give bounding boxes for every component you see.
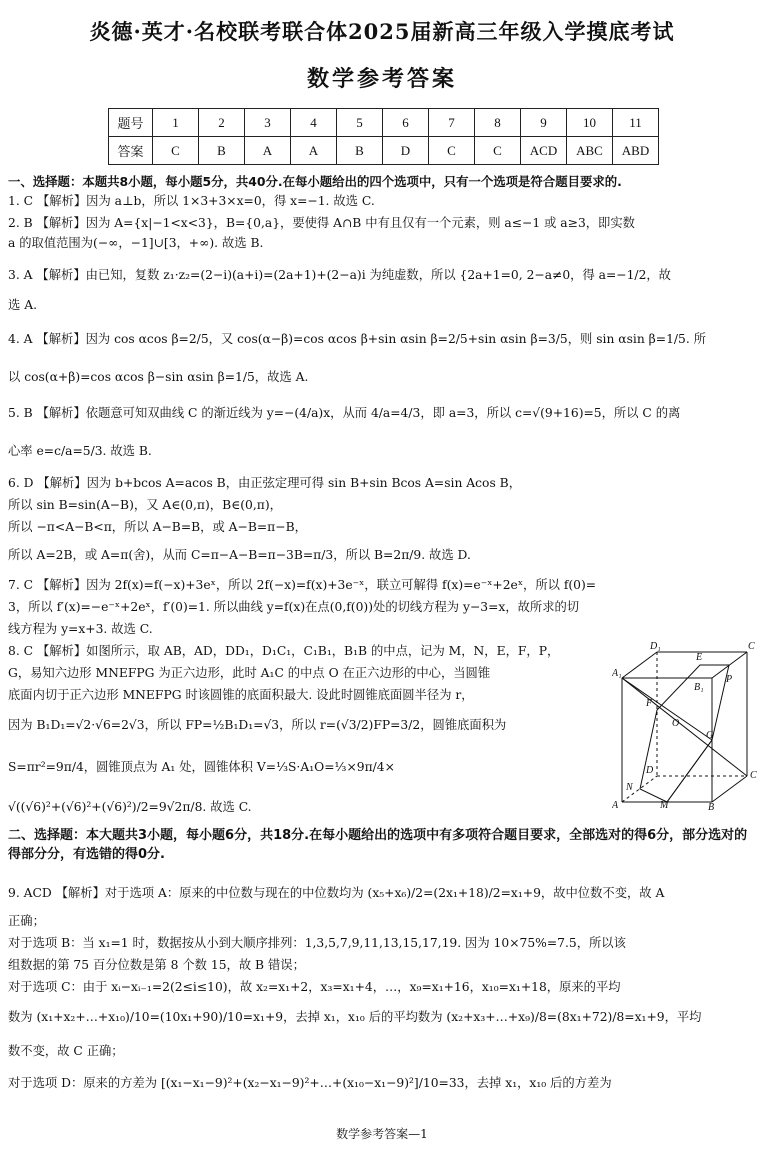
solution-line: 2. B 【解析】因为 A={x|−1<x<3}，B={0,a}，要使得 A∩B 中有且仅有一个元素，则 a≤−1 或 a≥3，即实数 [8, 216, 635, 230]
solution-line: 底面内切于正六边形 MNEFPG 时该圆锥的底面积最大. 设此时圆锥底面圆半径为 r， [8, 688, 474, 702]
question-number-row [109, 109, 659, 137]
solution-line: 心率 e=c/a=5/3. 故选 B. [8, 444, 152, 458]
solution-line: 对于选项 B：当 x₁=1 时，数据按从小到大顺序排列：1,3,5,7,9,11,13,15,17,19. 因为 10×75%=7.5，所以该 [8, 936, 626, 950]
answer-row [109, 137, 659, 165]
page-subtitle: 数学参考答案 [306, 66, 457, 92]
table-cell: 3 [245, 109, 291, 137]
solution-line: 所以 −π<A−B<π，所以 A−B=B，或 A−B=π−B， [8, 520, 307, 534]
solution-line: 线方程为 y=x+3. 故选 C. [8, 622, 153, 636]
solution-line: 3，所以 f′(x)=−e⁻ˣ+2eˣ，f′(0)=1. 所以曲线 y=f(x)在点(0,f(0))处的切线方程为 y−3=x，故所求的切 [8, 600, 580, 614]
answer-table [108, 108, 659, 165]
table-cell: 8 [475, 109, 521, 137]
solution-line: 对于选项 C：由于 xᵢ−xᵢ₋₁=2(2≤i≤10)，故 x₂=x₁+2，x₃=x₁+4，…，x₉=x₁+16，x₁₀=x₁+18，原来的平均 [8, 980, 621, 994]
solution-line: 8. C 【解析】如图所示，取 AB，AD，DD₁，D₁C₁，C₁B₁，B₁B 的中点，记为 M，N，E，F，P， [8, 644, 560, 658]
figure-label: C [750, 770, 757, 781]
table-cell: 11 [613, 109, 659, 137]
table-cell: ABC [567, 137, 613, 165]
solution-line: √((√6)²+(√6)²+(√6)²)/2=9√2π/8. 故选 C. [8, 800, 252, 814]
table-cell: D [383, 137, 429, 165]
solution-line: 所以 sin B=sin(A−B)，又 A∈(0,π)，B∈(0,π)， [8, 498, 282, 512]
figure-label: A₁ [612, 668, 622, 679]
solution-line: 选 A. [8, 298, 37, 312]
table-cell: 5 [337, 109, 383, 137]
solution-line: 组数据的第 75 百分位数是第 8 个数 15，故 B 错误； [8, 958, 305, 972]
table-cell: 10 [567, 109, 613, 137]
figure-label: P [726, 674, 733, 685]
table-cell: C [429, 137, 475, 165]
table-cell: 7 [429, 109, 475, 137]
figure-label: F [646, 698, 653, 709]
table-cell: 4 [291, 109, 337, 137]
section-heading: 二、选择题：本大题共3小题，每小题6分，共18分.在每小题给出的选项中有多项符合题目要求，全部选对的得6分，部分选对的得部分分，有选错的得0分. [8, 828, 748, 862]
table-cell: 9 [521, 109, 567, 137]
table-cell: ABD [613, 137, 659, 165]
table-cell: A [245, 137, 291, 165]
table-cell: A [291, 137, 337, 165]
section-heading: 一、选择题：本题共8小题，每小题5分，共40分.在每小题给出的四个选项中，只有一个选项是符合题目要求的. [8, 174, 622, 189]
solution-line: 以 cos(α+β)=cos αcos β−sin αsin β=1/5，故选 A. [8, 370, 309, 384]
figure-label: N [626, 782, 633, 793]
figure-label: B₁ [694, 682, 704, 693]
figure-label: D [646, 765, 654, 776]
solution-line: 所以 A=2B，或 A=π(舍)，从而 C=π−A−B=π−3B=π/3，所以 B=2π/9. 故选 D. [8, 548, 471, 562]
figure-label: A [612, 800, 619, 810]
solution-line: 数为 (x₁+x₂+…+x₁₀)/10=(10x₁+90)/10=x₁+9，去掉 x₁，x₁₀ 后的平均数为 (x₂+x₃+…+x₉)/8=(8x₁+72)/8=x₁+9，平均 [8, 1010, 702, 1024]
figure-label: D₁ [650, 641, 661, 652]
exam-title: 炎德·英才·名校联考联合体2025届新高三年级入学摸底考试 [89, 19, 675, 44]
solution-line: a 的取值范围为(−∞，−1]∪[3，+∞). 故选 B. [8, 236, 264, 250]
solution-line: 4. A 【解析】因为 cos αcos β=2/5，又 cos(α−β)=cos αcos β+sin αsin β=2/5+sin αsin β=3/5，则 sin αsin β=1/5. 所 [8, 332, 706, 346]
table-cell: 1 [153, 109, 199, 137]
table-cell: ACD [521, 137, 567, 165]
figure-label: M [660, 800, 669, 810]
table-cell: C [153, 137, 199, 165]
figure-label: B [708, 802, 715, 810]
table-cell: B [199, 137, 245, 165]
solution-line: 9. ACD 【解析】对于选项 A：原来的中位数与现在的中位数均为 (x₅+x₆)/2=(2x₁+18)/2=x₁+9，故中位数不变，故 A [8, 886, 665, 900]
solution-line: S=πr²=9π/4，圆锥顶点为 A₁ 处，圆锥体积 V=⅓S·A₁O=⅓×9π/4× [8, 760, 395, 774]
figure-label: G [706, 730, 714, 741]
figure-label: O [672, 718, 680, 729]
page-footer: 数学参考答案—1 [336, 1127, 428, 1141]
solution-line: 对于选项 D：原来的方差为 [(x₁−x₁−9)²+(x₂−x₁−9)²+…+(x₁₀−x₁−9)²]/10=33，去掉 x₁，x₁₀ 后的方差为 [8, 1076, 612, 1090]
table-cell: C [475, 137, 521, 165]
solution-line: 正确； [8, 914, 45, 928]
table-cell: 2 [199, 109, 245, 137]
solution-line: 7. C 【解析】因为 2f(x)=f(−x)+3eˣ，所以 2f(−x)=f(x)+3e⁻ˣ，联立可解得 f(x)=e⁻ˣ+2eˣ，所以 f(0)= [8, 578, 597, 592]
cube-figure [612, 640, 762, 810]
figure-label: C [748, 641, 755, 652]
row-label: 答案 [109, 137, 153, 165]
solution-line: 6. D 【解析】因为 b+bcos A=acos B，由正弦定理可得 sin B+sin Bcos A=sin Acos B， [8, 476, 522, 490]
table-cell: 6 [383, 109, 429, 137]
solution-line: 数不变，故 C 正确； [8, 1044, 124, 1058]
solution-line: 3. A 【解析】由已知，复数 z₁·z₂=(2−i)(a+i)=(2a+1)+(2−a)i 为纯虚数，所以 {2a+1=0, 2−a≠0，得 a=−1/2，故 [8, 268, 671, 282]
solution-line: 1. C 【解析】因为 a⊥b，所以 1×3+3×x=0，得 x=−1. 故选 C. [8, 194, 375, 208]
row-label: 题号 [109, 109, 153, 137]
figure-label: E [696, 652, 703, 663]
table-cell: B [337, 137, 383, 165]
solution-line: 5. B 【解析】依题意可知双曲线 C 的渐近线为 y=−(4/a)x，从而 4/a=4/3，即 a=3，所以 c=√(9+16)=5，所以 C 的离 [8, 406, 681, 420]
solution-line: G，易知六边形 MNEFPG 为正六边形，此时 A₁C 的中点 O 在正六边形的中心，当圆锥 [8, 666, 491, 680]
solution-line: 因为 B₁D₁=√2·√6=2√3，所以 FP=½B₁D₁=√3，所以 r=(√3/2)FP=3/2，圆锥底面积为 [8, 718, 507, 732]
